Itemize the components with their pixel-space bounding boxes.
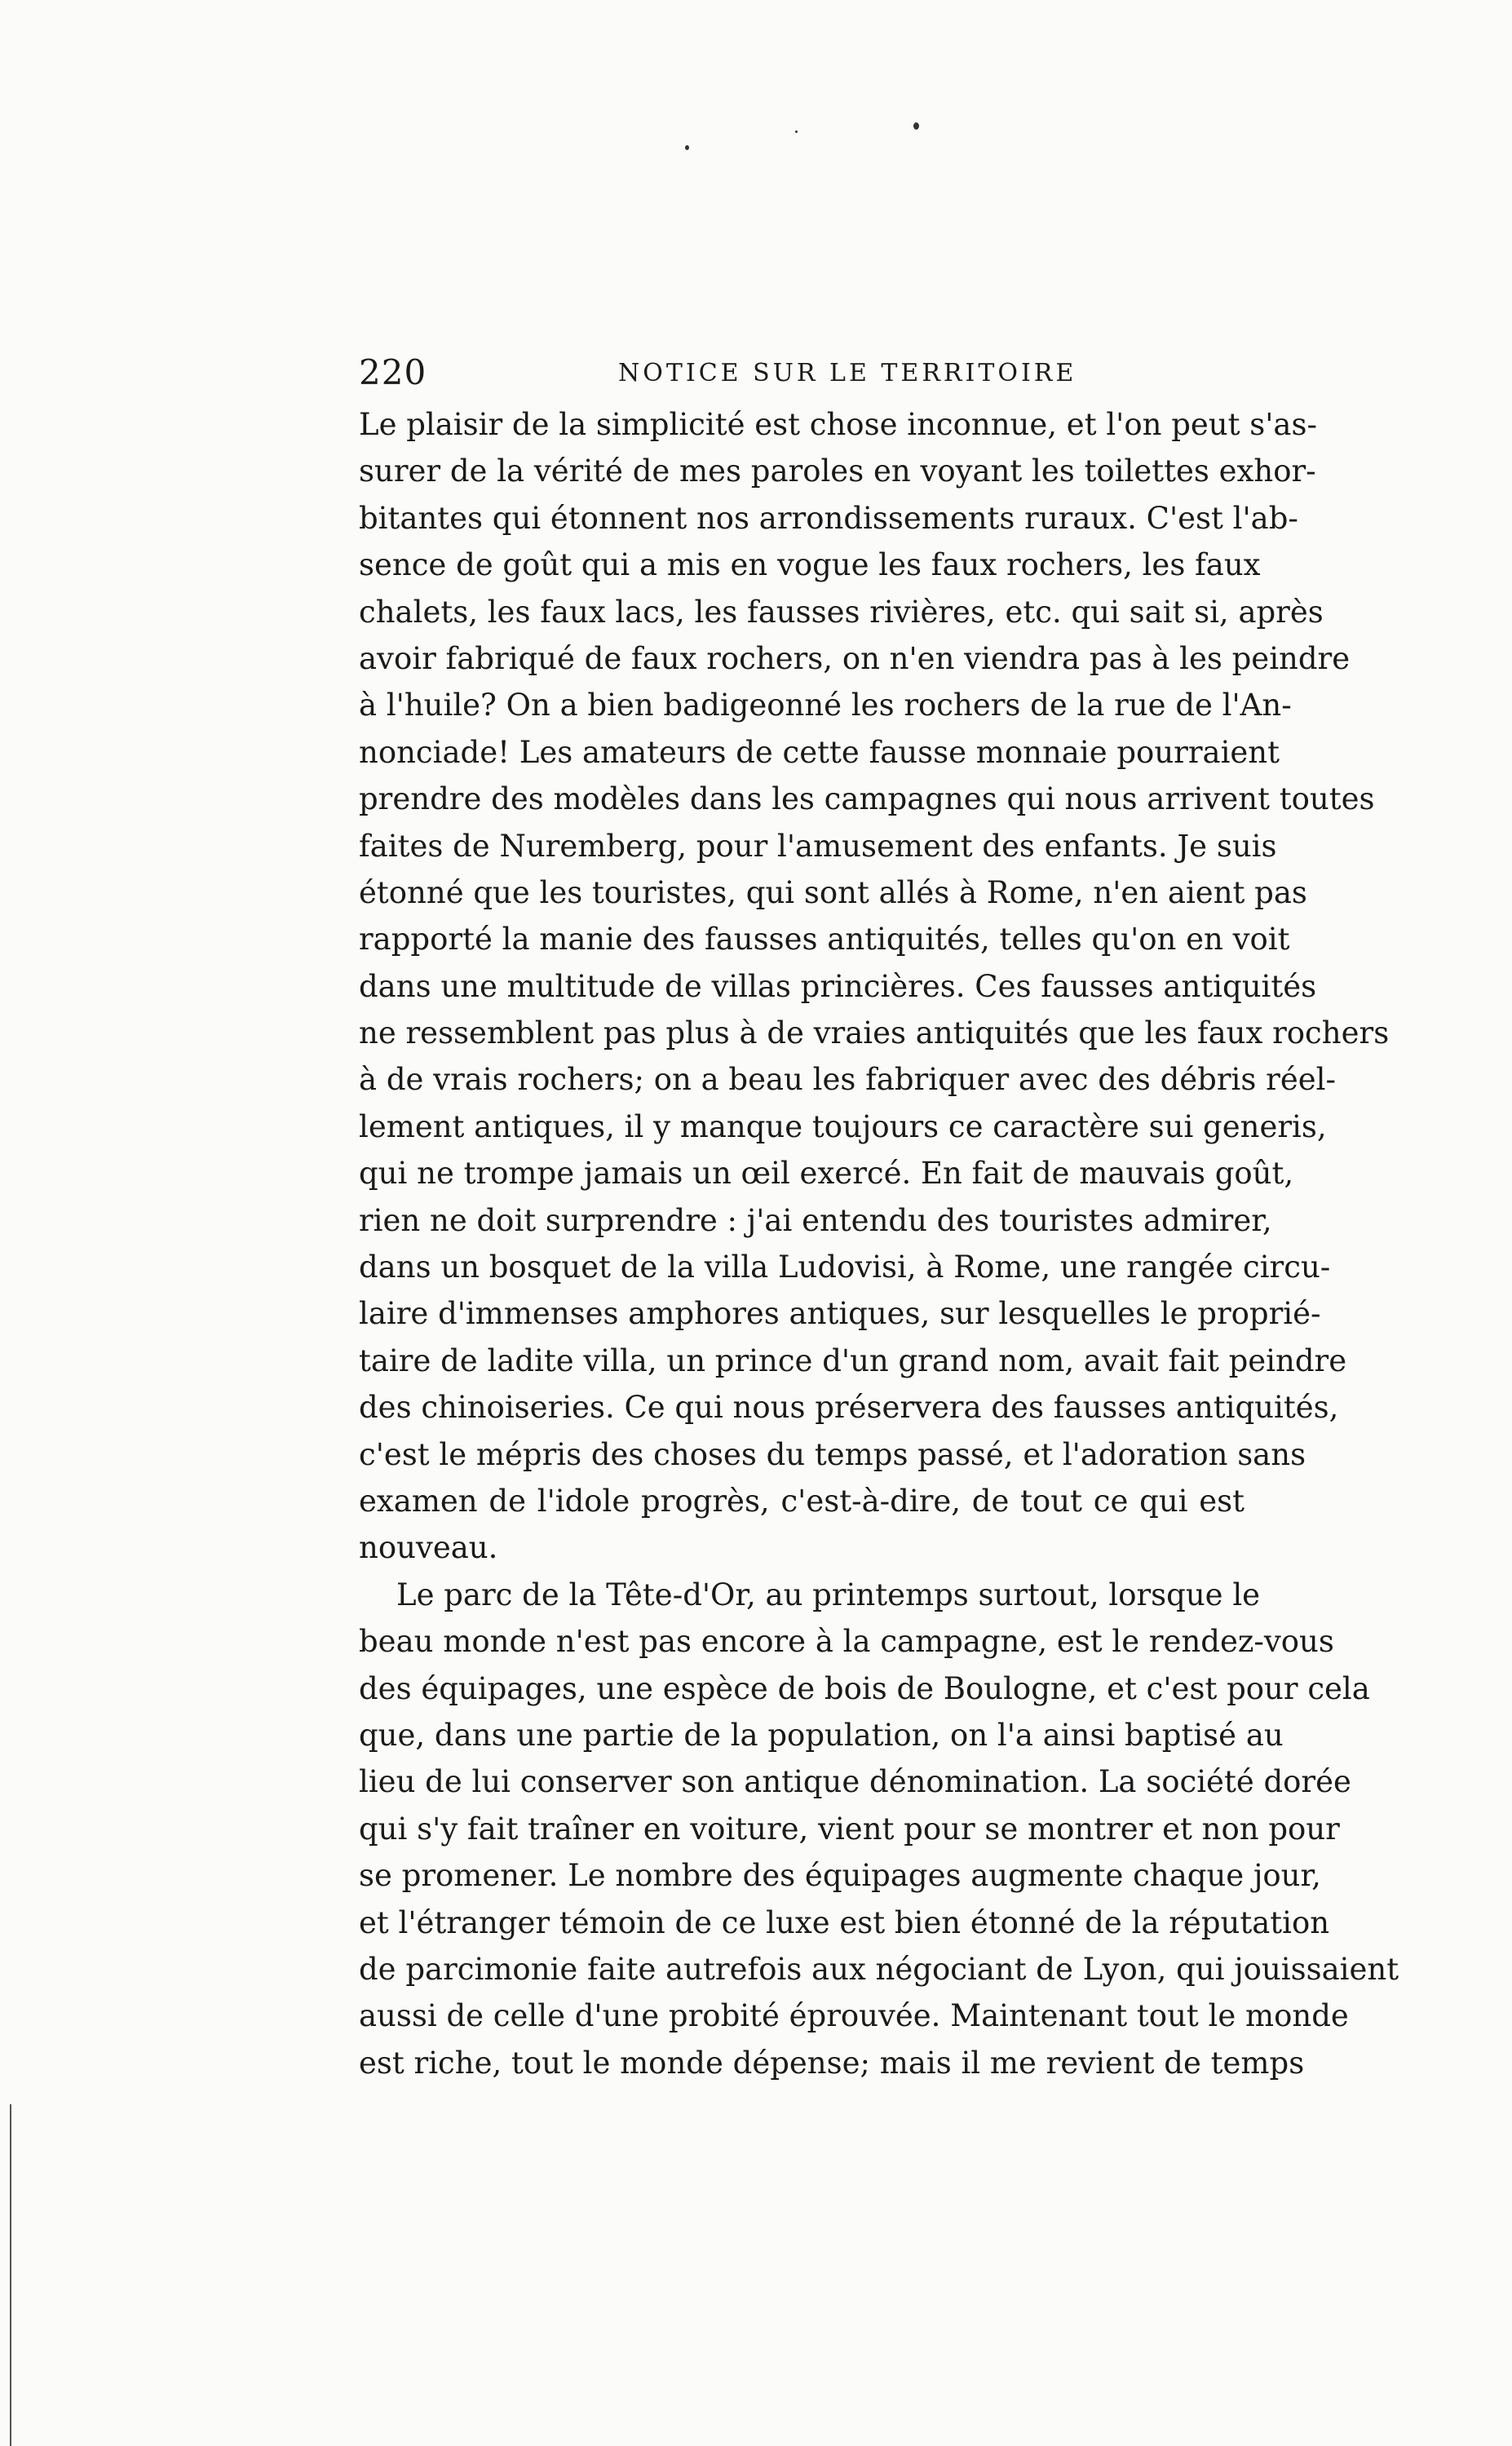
text-line: sence de goût qui a mis en vogue les faux rochers, les faux (359, 547, 1261, 583)
paragraph-2 (359, 1572, 1399, 2086)
text-line: à l'huile? On a bien badigeonné les rochers de la rue de l'An- (359, 688, 1292, 723)
text-line: prendre des modèles dans les campagnes qui nous arrivent toutes (359, 781, 1375, 817)
text-line: qui ne trompe jamais un œil exercé. En fait de mauvais goût, (359, 1156, 1294, 1192)
text-line: lement antiques, il y manque toujours ce caractère sui generis, (359, 1108, 1327, 1144)
running-title: NOTICE SUR LE TERRITOIRE (618, 359, 1077, 387)
text-line: chalets, les faux lacs, les fausses rivières, etc. qui sait si, après (359, 594, 1324, 630)
text-line: se promener. Le nombre des équipages augmente chaque jour, (359, 1858, 1321, 1894)
text-line: beau monde n'est pas encore à la campagne, est le rendez-vous (359, 1624, 1334, 1660)
text-line: aussi de celle d'une probité éprouvée. Maintenant tout le monde (359, 1998, 1349, 2034)
text-line: rapporté la manie des fausses antiquités, telles qu'on en voit (359, 922, 1290, 958)
text-line: que, dans une partie de la population, on l'a ainsi baptisé au (359, 1717, 1284, 1753)
text-line: des chinoiseries. Ce qui nous préservera des fausses antiquités, (359, 1390, 1339, 1426)
text-line: avoir fabriqué de faux rochers, on n'en viendra pas à les peindre (359, 640, 1351, 676)
text-line: est riche, tout le monde dépense; mais il me revient de temps (359, 2045, 1305, 2081)
ink-speck (913, 122, 919, 130)
page-number: 220 (359, 352, 427, 392)
text-line: qui s'y fait traîner en voiture, vient pour se montrer et non pour (359, 1811, 1340, 1847)
text-line: bitantes qui étonnent nos arrondissements ruraux. C'est l'ab- (359, 500, 1298, 536)
text-line: lieu de lui conserver son antique dénomination. La société dorée (359, 1764, 1351, 1800)
text-line: dans une multitude de villas princières. Ces fausses antiquités (359, 968, 1317, 1004)
text-line: rien ne doit surprendre : j'ai entendu des touristes admirer, (359, 1202, 1272, 1238)
text-line: c'est le mépris des choses du temps passé, et l'adoration sans (359, 1436, 1306, 1472)
text-line: faites de Nuremberg, pour l'amusement des enfants. Je suis (359, 828, 1277, 864)
paragraph-1 (359, 401, 1390, 1572)
margin-rule (10, 2104, 11, 2446)
text-line: taire de ladite villa, un prince d'un grand nom, avait fait peindre (359, 1342, 1347, 1378)
ink-speck (795, 130, 798, 133)
page-header (359, 352, 1245, 398)
text-line: dans un bosquet de la villa Ludovisi, à Rome, une rangée circu- (359, 1250, 1331, 1285)
text-line: Le plaisir de la simplicité est chose inconnue, et l'on peut s'as- (359, 407, 1317, 442)
text-line: Le parc de la Tête-d'Or, au printemps surtout, lorsque le (396, 1577, 1261, 1612)
ink-speck (685, 145, 689, 150)
text-line: surer de la vérité de mes paroles en voyant les toilettes exhor- (359, 453, 1316, 489)
text-line: ne ressemblent pas plus à de vraies antiquités que les faux rochers (359, 1015, 1390, 1051)
text-line: nouveau. (359, 1530, 498, 1566)
text-line: et l'étranger témoin de ce luxe est bien étonné de la réputation (359, 1904, 1330, 1940)
text-line: des équipages, une espèce de bois de Boulogne, et c'est pour cela (359, 1670, 1370, 1706)
text-line: à de vrais rochers; on a beau les fabriquer avec des débris réel- (359, 1062, 1336, 1098)
text-line: de parcimonie faite autrefois aux négociant de Lyon, qui jouissaient (359, 1951, 1399, 1987)
text-line: examen de l'idole progrès, c'est-à-dire, de tout ce qui est (359, 1483, 1245, 1519)
text-line: étonné que les touristes, qui sont allés à Rome, n'en aient pas (359, 874, 1307, 910)
text-line: laire d'immenses amphores antiques, sur lesquelles le proprié- (359, 1296, 1321, 1332)
body-text (359, 401, 1399, 2086)
text-line: nonciade! Les amateurs de cette fausse monnaie pourraient (359, 734, 1280, 770)
